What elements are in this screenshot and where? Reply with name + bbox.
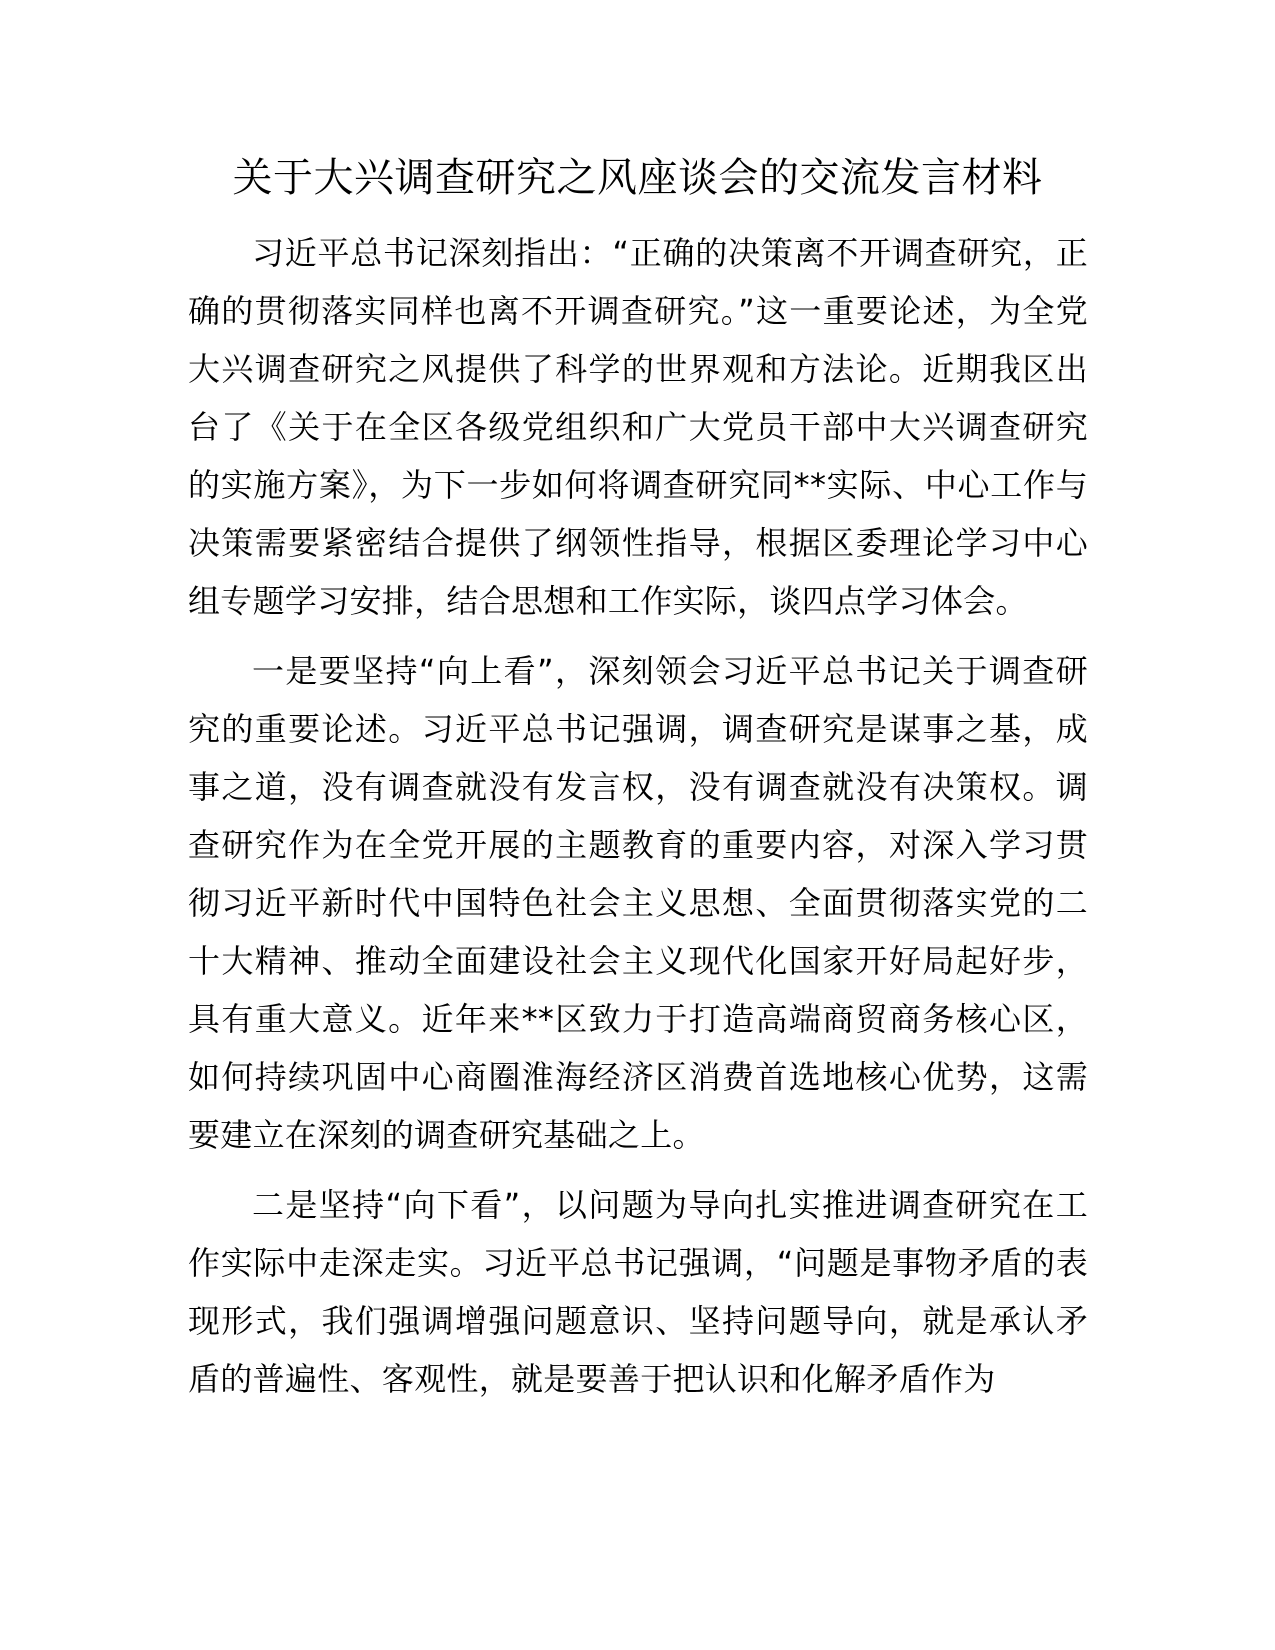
paragraph-point-two: 二是坚持“向下看”，以问题为导向扎实推进调查研究在工作实际中走深走实。习近平总书记强调，“问题是事物矛盾的表现形式，我们强调增强问题意识、坚持问题导向，就是承认矛盾的普遍性、客观性，就是要善于把认识和化解矛盾作为 [188,1186,1088,1398]
paragraph-intro: 习近平总书记深刻指出：“正确的决策离不开调查研究，正确的贯彻落实同样也离不开调查研究。”这一重要论述，为全党大兴调查研究之风提供了科学的世界观和方法论。近期我区出台了《关于在全区各级党组织和广大党员干部中大兴调查研究的实施方案》，为下一步如何将调查研究同**实际、中心工作与决策需要紧密结合提供了纲领性指导，根据区委理论学习中心组专题学习安排，结合思想和工作实际，谈四点学习体会。 [188,234,1088,620]
paragraph-point-one: 一是要坚持“向上看”，深刻领会习近平总书记关于调查研究的重要论述。习近平总书记强调，调查研究是谋事之基，成事之道，没有调查就没有发言权，没有调查就没有决策权。调查研究作为在全党开展的主题教育的重要内容，对深入学习贯彻习近平新时代中国特色社会主义思想、全面贯彻落实党的二十大精神、推动全面建设社会主义现代化国家开好局起好步，具有重大意义。近年来**区致力于打造高端商贸商务核心区，如何持续巩固中心商圈淮海经济区消费首选地核心优势，这需要建立在深刻的调查研究基础之上。 [188,652,1088,1154]
document-title: 关于大兴调查研究之风座谈会的交流发言材料 [232,155,1043,201]
document-body [188,224,1088,1420]
